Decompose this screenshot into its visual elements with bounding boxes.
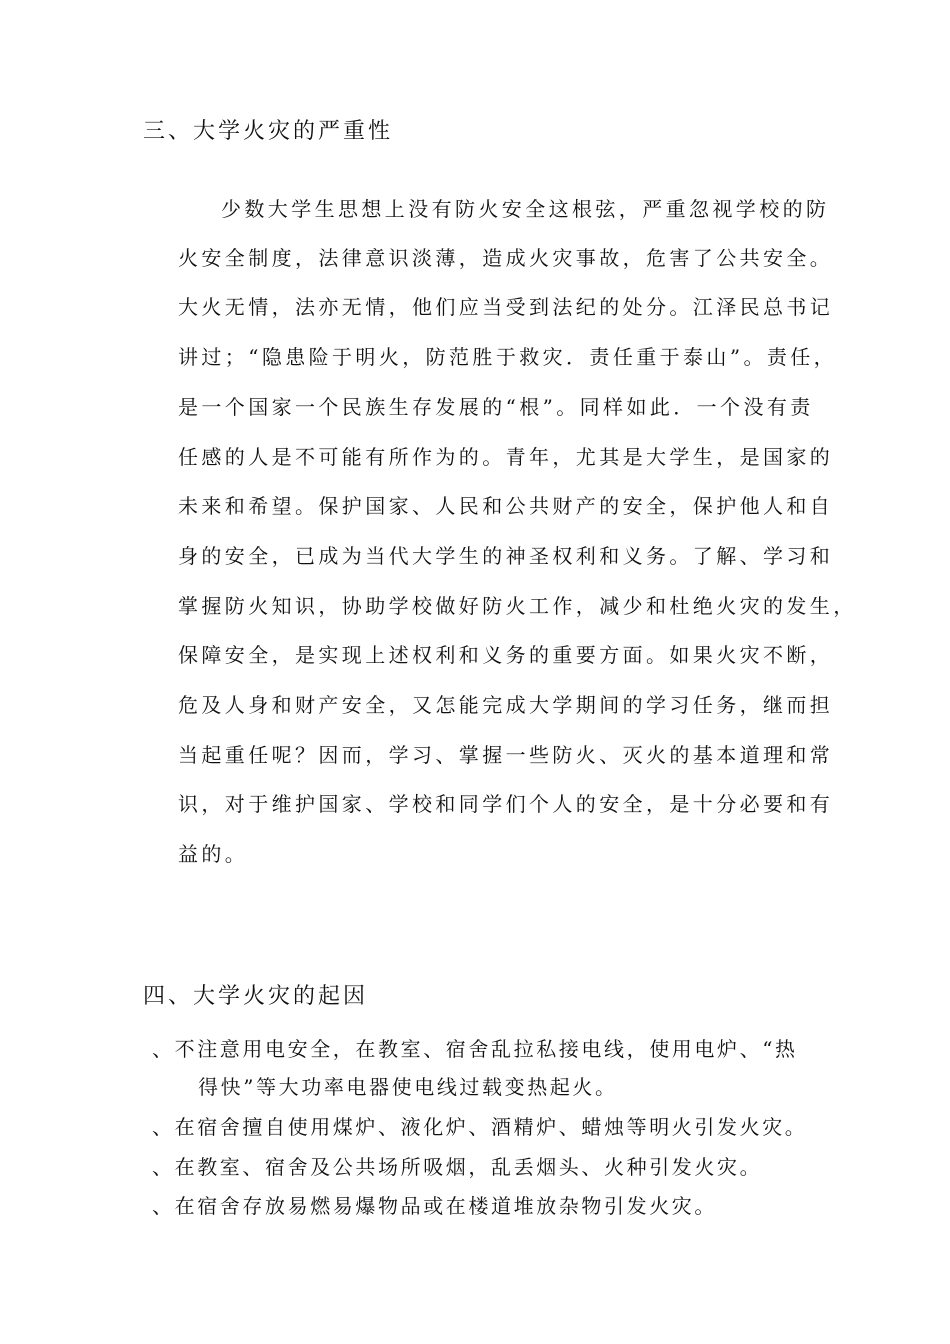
paragraph-line: 当起重任呢？因而，学习、掌握一些防火、灭火的基本道理和常 [178, 743, 834, 767]
list-item: 、在教室、宿舍及公共场所吸烟，乱丢烟头、火种引发火灾。 [152, 1155, 763, 1179]
paragraph-line: 未来和希望。保护国家、人民和公共财产的安全，保护他人和自 [178, 494, 834, 518]
paragraph-line: 大火无情，法亦无情，他们应当受到法纪的处分。江泽民总书记 [178, 295, 834, 319]
paragraph-line: 任感的人是不可能有所作为的。青年，尤其是大学生，是国家的 [178, 445, 834, 469]
paragraph-line: 是一个国家一个民族生存发展的“根”。同样如此．一个没有责 [178, 395, 814, 419]
list-item: 、不注意用电安全，在教室、宿舍乱拉私接电线，使用电炉、“热 [152, 1037, 798, 1061]
paragraph-line: 火安全制度，法律意识淡薄，造成火灾事故，危害了公共安全。 [178, 246, 834, 270]
list-item-continuation: 得快”等大功率电器使电线过载变热起火。 [198, 1075, 618, 1099]
paragraph-line: 少数大学生思想上没有防火安全这根弦，严重忽视学校的防 [221, 197, 830, 221]
paragraph-line: 危及人身和财产安全，又怎能完成大学期间的学习任务，继而担 [178, 693, 834, 717]
paragraph-line: 益的。 [178, 842, 249, 866]
paragraph-line: 保障安全，是实现上述权利和义务的重要方面。如果火灾不断， [178, 643, 834, 667]
list-item: 、在宿舍擅自使用煤炉、液化炉、酒精炉、蜡烛等明火引发火灾。 [152, 1115, 808, 1139]
paragraph-line: 掌握防火知识，协助学校做好防火工作，减少和杜绝火灾的发生， [178, 594, 857, 618]
section-4-heading: 四、大学火灾的起因 [143, 984, 369, 1009]
list-item: 、在宿舍存放易燃易爆物品或在楼道堆放杂物引发火灾。 [152, 1194, 717, 1218]
paragraph-line: 识，对于维护国家、学校和同学们个人的安全，是十分必要和有 [178, 792, 834, 816]
paragraph-line: 讲过；“隐患险于明火，防范胜于救灾．责任重于泰山”。责任， [178, 345, 838, 369]
section-3-heading: 三、大学火灾的严重性 [143, 119, 394, 144]
paragraph-line: 身的安全，已成为当代大学生的神圣权利和义务。了解、学习和 [178, 544, 834, 568]
